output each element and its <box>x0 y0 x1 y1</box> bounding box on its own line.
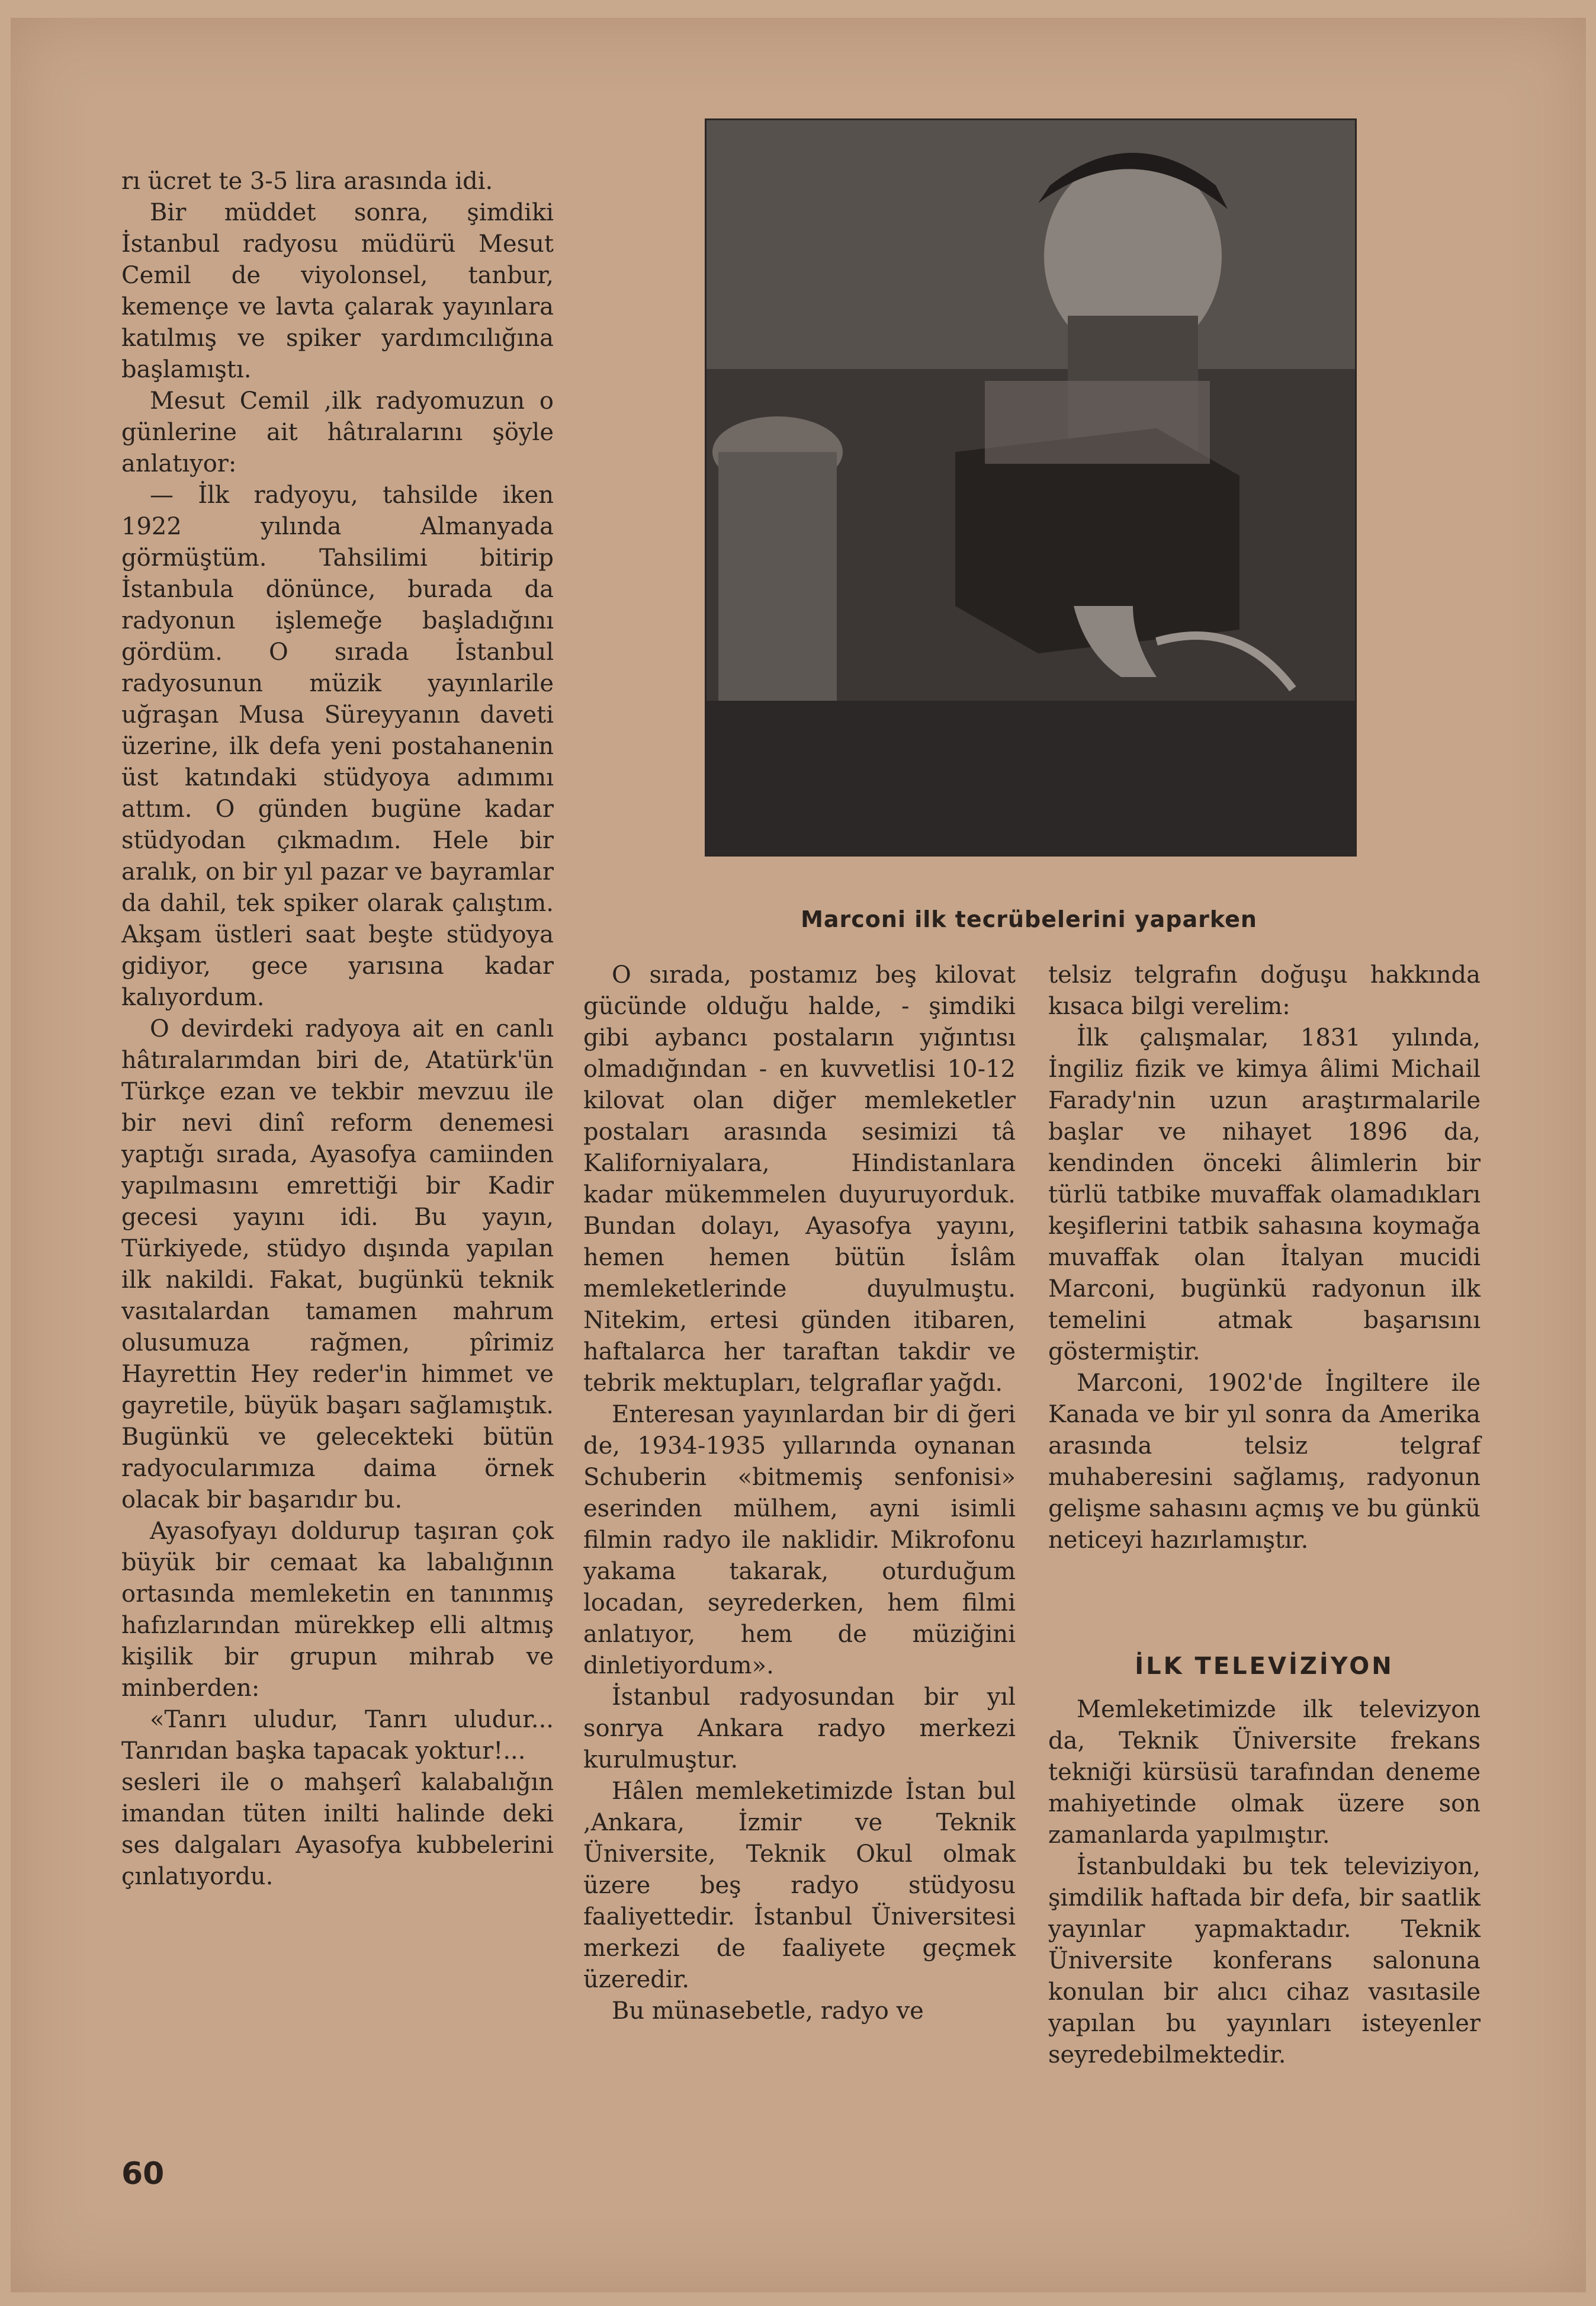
section-heading: İLK TELEVİZİYON <box>1135 1653 1394 1680</box>
photo-caption: Marconi ilk tecrübelerini yaparken <box>801 906 1257 932</box>
paragraph: Memleketimizde ilk televizyon da, Teknik Üniversite frekans tekniği kürsüsü tarafından deneme mahiyetinde olmak üzere son zamanlarda yapılmıştır. <box>1048 1696 1481 1849</box>
paragraph: Bir müddet sonra, şimdiki İstanbul radyosu müdürü Mesut Cemil de viyolonsel, tanbur, kemençe ve lavta çalarak yayınlara katılmış ve spiker yardımcılığına başlamıştı. <box>121 199 554 383</box>
paragraph: Marconi, 1902'de İngiltere ile Kanada ve bir yıl sonra da Amerika arasında telsiz telgraf muhaberesini sağlamış, radyonun gelişme sahasını açmış ve bu günkü neticeyi hazırlamıştır. <box>1048 1370 1481 1554</box>
paragraph: telsiz telgrafın doğuşu hakkında kısaca bilgi verelim: <box>1048 961 1481 1020</box>
paragraph: rı ücret te 3-5 lira arasında idi. <box>121 168 493 195</box>
article-column-1 <box>121 166 554 1893</box>
paragraph: Ayasofyayı doldurup taşıran çok büyük bir cemaat ka labalığının ortasında memleketin en tanınmış hafızlarından mürekkep elli altmış kişilik bir grupun mihrab ve minberden: <box>121 1518 554 1702</box>
paragraph: Mesut Cemil ,ilk radyomuzun o günlerine ait hâtıralarını şöyle anlatıyor: <box>121 387 554 477</box>
paragraph: Hâlen memleketimizde İstan bul ,Ankara, İzmir ve Teknik Üniversite, Teknik Okul olmak üzere beş radyo stüdyosu faaliyettedir. İstanbul Üniversitesi merkezi de faaliyete geçmek üzeredir. <box>583 1778 1016 1993</box>
article-column-3-continued <box>1048 1694 1481 2071</box>
article-column-2 <box>583 960 1016 2027</box>
paragraph: İstanbul radyosundan bir yıl sonrya Ankara radyo merkezi kurulmuştur. <box>583 1683 1016 1773</box>
paragraph: — İlk radyoyu, tahsilde iken 1922 yılında Almanyada görmüştüm. Tahsilimi bitirip İstanbula dönünce, burada da radyonun işlemeğe başladığını gördüm. O sırada İstanbul radyosunun müzik yayınlarile uğraşan Musa Süreyyanın daveti üzerine, ilk defa yeni postahanenin üst katındaki stüdyoya adımımı attım. O günden bugüne kadar stüdyodan çıkmadım. Hele bir aralık, on bir yıl pazar ve bayramlar da dahil, tek spiker olarak çalıştım. Akşam üstleri saat beşte stüdyoya gidiyor, gece yarısına kadar kalıyordum. <box>121 482 554 1011</box>
paragraph: İlk çalışmalar, 1831 yılında, İngiliz fizik ve kimya âlimi Michail Farady'nin uzun araştırmalarile başlar ve nihayet 1896 da, kendinden önceki âlimlerin bir türlü tatbike muvaffak olamadıkları keşiflerini tatbik sahasına koymağa muvaffak olan İtalyan mucidi Marconi, bugünkü radyonun ilk temelini atmak başarısını göstermiştir. <box>1048 1024 1481 1365</box>
page-number: 60 <box>121 2156 165 2192</box>
paragraph: Enteresan yayınlardan bir di ğeri de, 1934-1935 yıllarında oynanan Schuberin «bitmemiş senfonisi» eserinden mülhem, ayni isimli filmin radyo ile naklidir. Mikrofonu yakama takarak, oturduğum locadan, seyrederken, hem filmi anlatıyor, hem de müziğini dinletiyordum». <box>583 1401 1016 1679</box>
article-column-3 <box>1048 960 1481 1556</box>
paragraph: sesleri ile o mahşerî kalabalığın imandan tüten inilti halinde deki ses dalgaları Ayasofya kubbelerini çınlatıyordu. <box>121 1769 554 1890</box>
marconi-photo <box>705 118 1357 857</box>
paragraph: O sırada, postamız beş kilovat gücünde olduğu halde, - şimdiki gibi aybancı postaların yığıntısı olmadığından - en kuvvetlisi 10-12 kilovat olan diğer memleketler postaları arasında sesimizi tâ Kaliforniyalara, Hindistanlara kadar mükemmelen duyuruyorduk. Bundan dolayı, Ayasofya yayını, hemen hemen bütün İslâm memleketlerinde duyulmuştu. Nitekim, ertesi günden itibaren, haftalarca her taraftan takdir ve tebrik mektupları, telgraflar yağdı. <box>583 961 1016 1397</box>
paragraph: O devirdeki radyoya ait en canlı hâtıralarımdan biri de, Atatürk'ün Türkçe ezan ve tekbir mevzuu ile bir nevi dinî reform denemesi yaptığı sırada, Ayasofya camiinden yapılmasını emrettiği bir Kadir gecesi yayını idi. Bu yayın, Türkiyede, stüdyo dışında yapılan ilk nakildi. Fakat, bugünkü teknik vasıtalardan tamamen mahrum olusumuza rağmen, pîrimiz Hayrettin Hey reder'in himmet ve gayretile, büyük başarı sağlamıştık. Bugünkü ve gelecekteki bütün radyocularımıza daima örnek olacak bir başarıdır bu. <box>121 1015 554 1513</box>
paragraph: «Tanrı uludur, Tanrı uludur... Tanrıdan başka tapacak yoktur!... <box>121 1706 554 1765</box>
paragraph: Bu münasebetle, radyo ve <box>612 1997 924 2025</box>
paragraph: İstanbuldaki bu tek televiziyon, şimdilik haftada bir defa, bir saatlik yayınlar yapmaktadır. Teknik Üniversite konferans salonuna konulan bir alıcı cihaz vasıtasile yapılan bu yayınları isteyenler seyredebilmektedir. <box>1048 1853 1481 2068</box>
